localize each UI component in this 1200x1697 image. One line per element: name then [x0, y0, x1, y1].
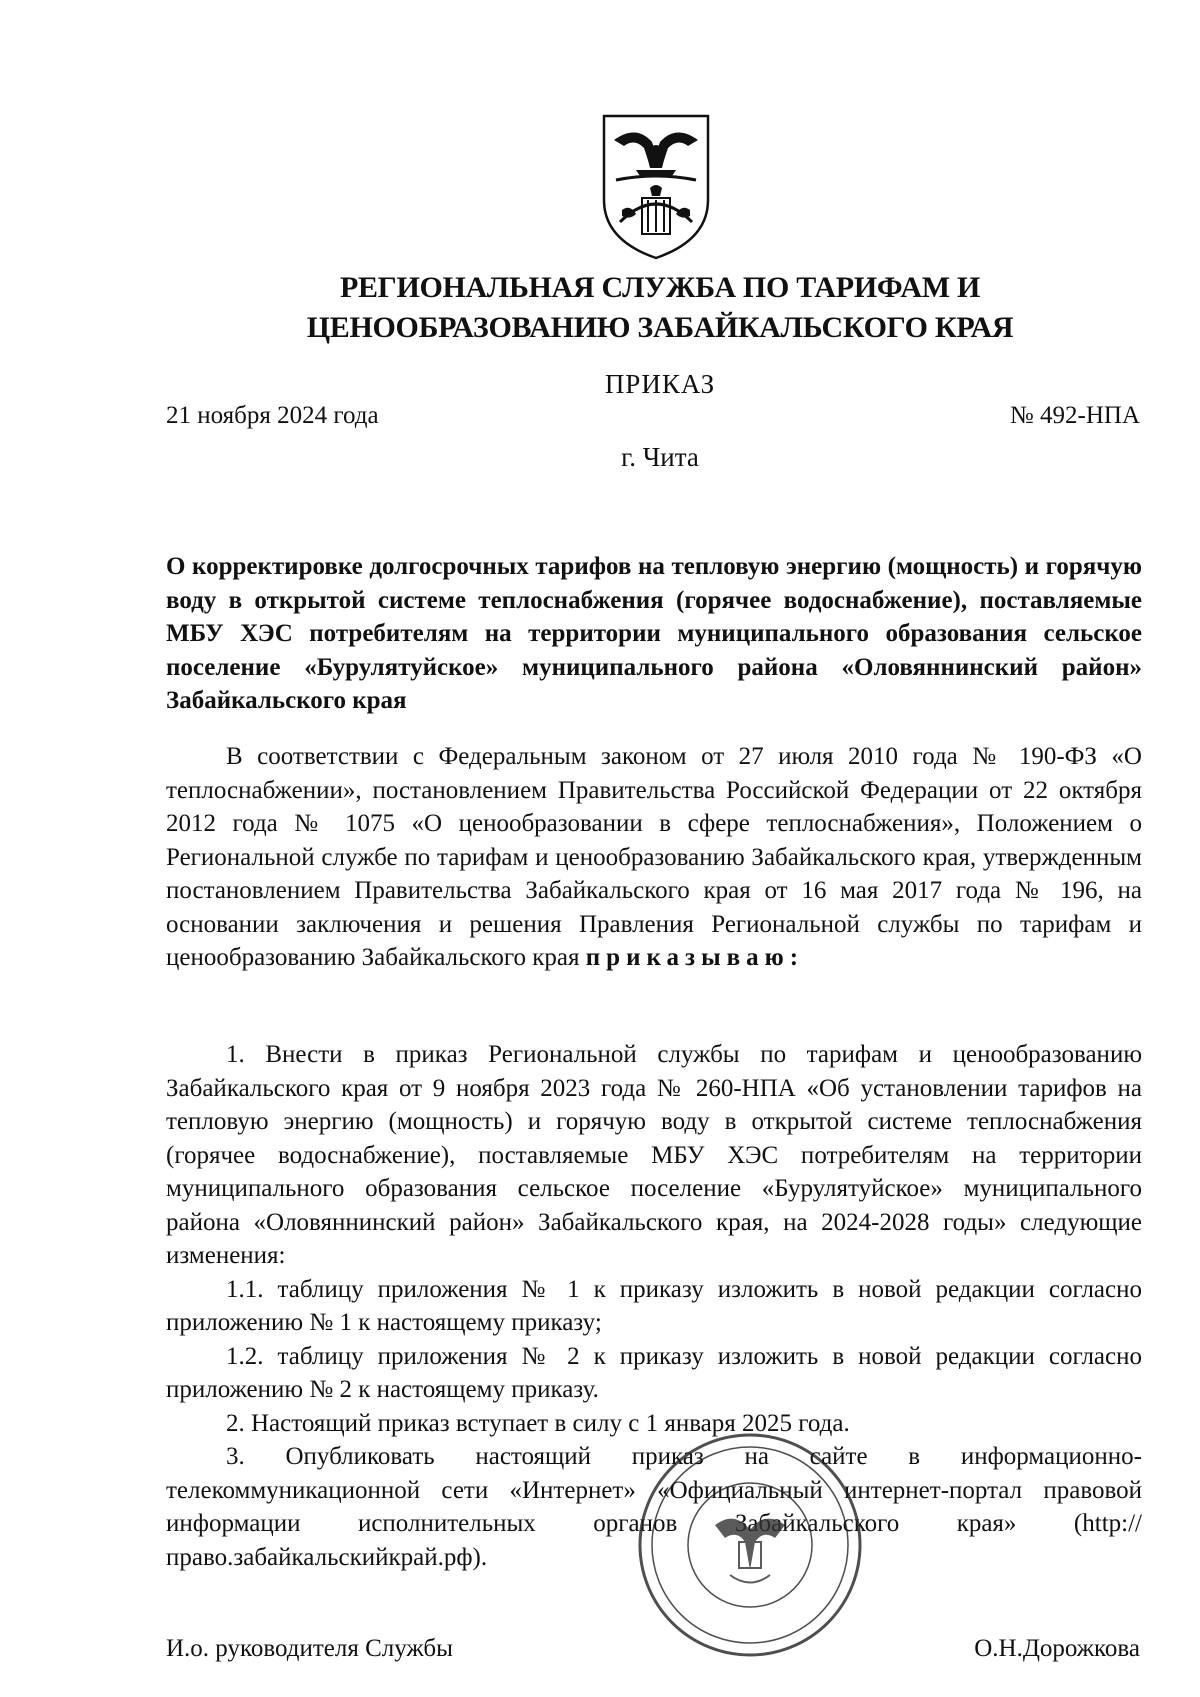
signatory-position: И.о. руководителя Службы	[166, 1635, 453, 1662]
organization-name	[160, 268, 1160, 348]
document-date: 21 ноября 2024 года	[166, 402, 379, 429]
decree-item-1-2: 1.2. таблицу приложения № 2 к приказу изложить в новой редакции согласно приложению № 2 к настоящему приказу.	[166, 1342, 1142, 1403]
decree-item-2: 2. Настоящий приказ вступает в силу с 1 января 2025 года.	[226, 1409, 850, 1437]
organization-name-line-2: ЦЕНООБРАЗОВАНИЮ ЗАБАЙКАЛЬСКОГО КРАЯ	[306, 311, 1014, 344]
preamble-paragraph	[166, 740, 1142, 975]
official-seal-icon	[635, 1430, 865, 1660]
coat-of-arms-icon	[596, 112, 716, 262]
decree-item-1: 1. Внести в приказ Региональной службы по тарифам и ценообразованию Забайкальского края от 9 ноября 2023 года № 260-НПА «Об установлении тарифов на тепловую энергию (мощность) и горячую воду в открытой системе теплоснабжения (горячее водоснабжение), поставляемые МБУ ХЭС потребителям на территории муниципального образования сельское поселение «Бурулятуйское» муниципального района «Оловяннинский район» Забайкальского края, на 2024-2028 годы» следующие изменения:	[166, 1041, 1142, 1269]
decree-item-1-1: 1.1. таблицу приложения № 1 к приказу изложить в новой редакции согласно приложению № 1 к настоящему приказу;	[166, 1275, 1142, 1336]
decree-word: приказываю:	[585, 944, 805, 971]
document-number: № 492-НПА	[1009, 402, 1140, 429]
document-subject: О корректировке долгосрочных тарифов на тепловую энергию (мощность) и горячую воду в открытой системе теплоснабжения (горячее водоснабжение), поставляемые МБУ ХЭС потребителям на территории муниципального образования сельское поселение «Бурулятуйское» муниципального района «Оловяннинский район» Забайкальского края	[166, 553, 1142, 714]
document-type: ПРИКАЗ	[604, 369, 716, 399]
signatory-name: О.Н.Дорожкова	[974, 1635, 1140, 1662]
preamble-text: В соответствии с Федеральным законом от 27 июля 2010 года № 190-ФЗ «О теплоснабжении», постановлением Правительства Российской Федерации от 22 октября 2012 года № 1075 «О ценообразовании в сфере теплоснабжения», Положением о Региональной службе по тарифам и ценообразованию Забайкальского края, утвержденным постановлением Правительства Забайкальского края от 16 мая 2017 года № 196, на основании заключения и решения Правления Региональной службы по тарифам и ценообразованию Забайкальского края	[166, 743, 1142, 971]
organization-name-line-1: РЕГИОНАЛЬНАЯ СЛУЖБА ПО ТАРИФАМ И	[339, 271, 981, 304]
decree-item-3: 3. Опубликовать настоящий приказ на сайте в информационно-телекоммуникационной сети «Интернет» «Официальный интернет-портал правовой информации исполнительных органов Забайкальского края» (http://право.забайкальскийкрай.рф).	[166, 1443, 1142, 1571]
document-city: г. Чита	[621, 442, 699, 472]
